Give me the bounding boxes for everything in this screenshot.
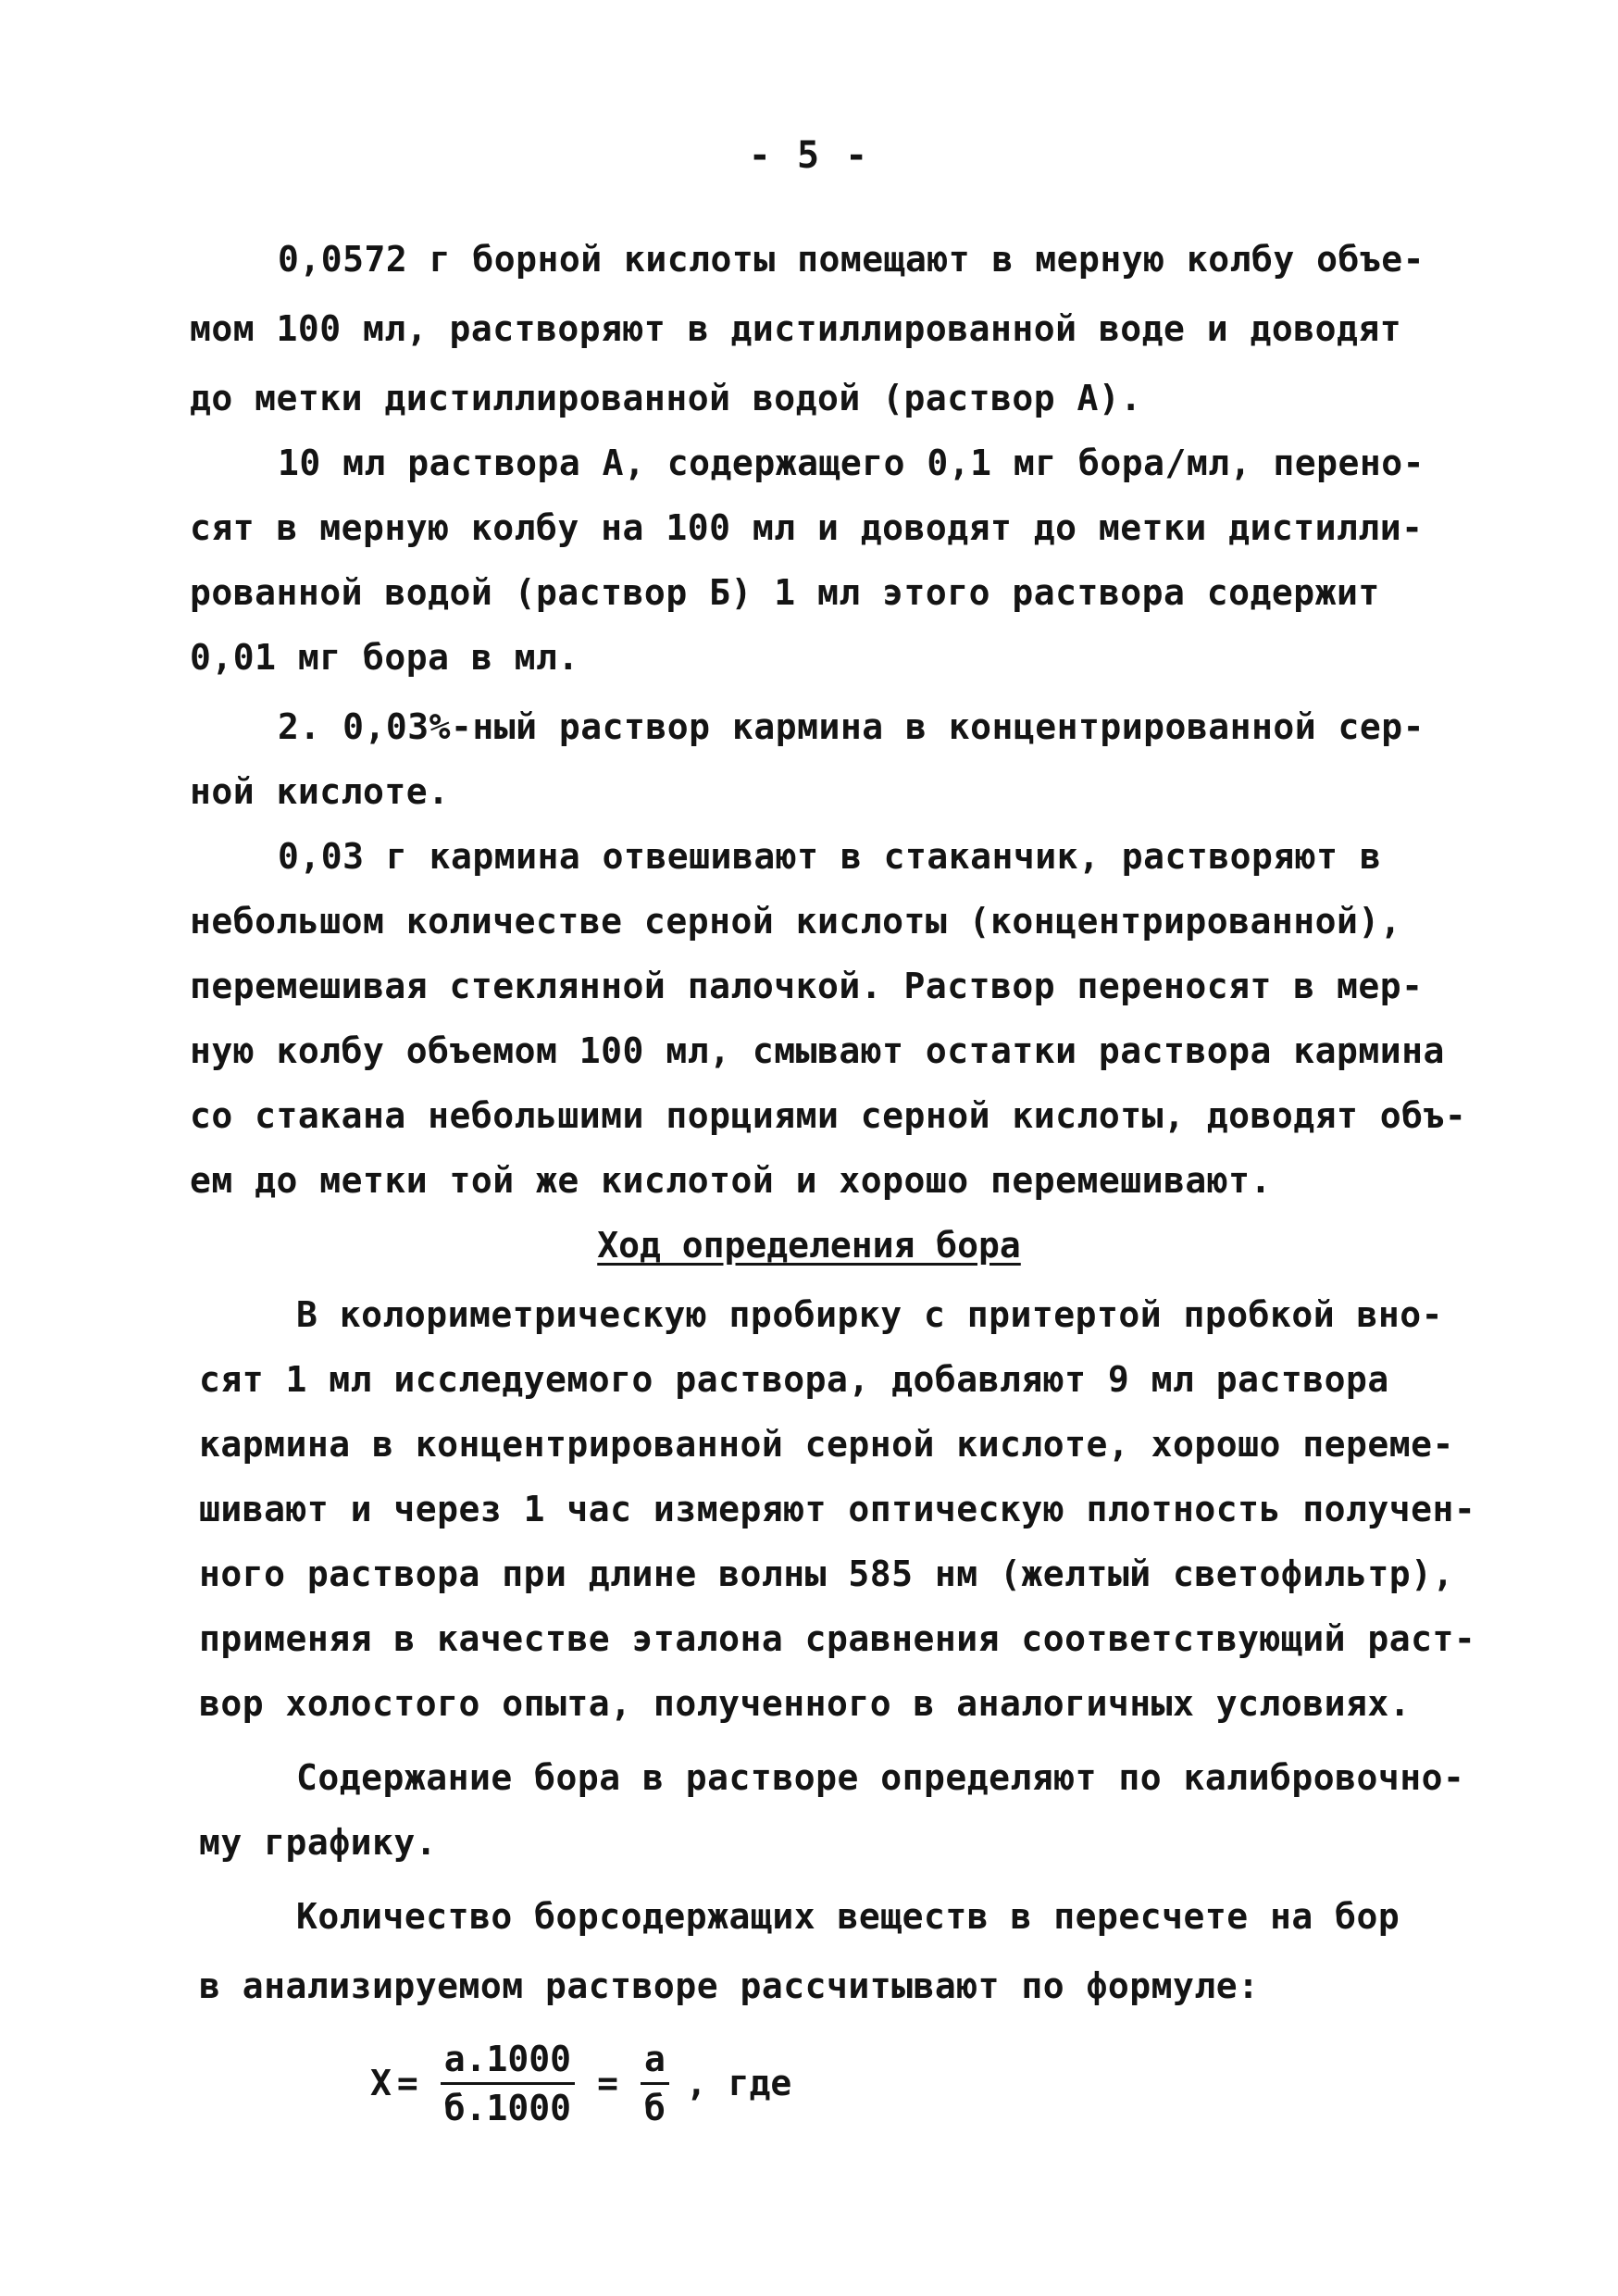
procedure-line: шивают и через 1 час измеряют оптическую плотность получен- [199,1489,1476,1529]
procedure-line: вор холостого опыта, полученного в аналогичных условиях. [199,1683,1412,1724]
procedure-line: Количество борсодержащих веществ в пересчете на бор [296,1896,1400,1937]
fraction-numerator: а [641,2036,669,2085]
procedure-line: В колориметрическую пробирку с притертой пробкой вно- [296,1294,1444,1335]
formula-fraction-1 [441,2036,575,2131]
body-line: ем до метки той же кислотой и хорошо перемешивают. [190,1160,1272,1201]
body-line: ной кислоте. [190,771,450,812]
section-heading: Ход определения бора [597,1225,1021,1266]
procedure-line: в анализируемом растворе рассчитывают по формуле: [199,1965,1260,2006]
fraction-denominator: б [643,2087,666,2128]
formula-lhs: Х [370,2063,392,2103]
fraction-denominator: б.1000 [443,2087,572,2128]
page-number: - 5 - [748,134,870,177]
procedure-line: сят 1 мл исследуемого раствора, добавляют 9 мл раствора [199,1359,1389,1400]
fraction-numerator: а.1000 [441,2036,575,2085]
body-line: рованной водой (раствор Б) 1 мл этого раствора содержит [190,572,1380,613]
body-line: до метки дистиллированной водой (раствор А). [190,378,1142,418]
body-line: перемешивая стеклянной палочкой. Раствор переносят в мер- [190,966,1424,1006]
body-line: сят в мерную колбу на 100 мл и доводят до метки дистилли- [190,507,1424,548]
body-line: 0,03 г кармина отвешивают в стаканчик, растворяют в [278,836,1382,877]
formula-suffix: , где [685,2063,792,2103]
body-line: 0,0572 г борной кислоты помещают в мерную колбу объе- [278,239,1425,280]
body-line: 0,01 мг бора в мл. [190,637,579,678]
body-line: небольшом количестве серной кислоты (концентрированной), [190,901,1402,942]
body-line: со стакана небольшими порциями серной кислоты, доводят объ- [190,1095,1467,1136]
formula [370,2032,791,2134]
body-line: 10 мл раствора А, содержащего 0,1 мг бора/мл, перено- [278,443,1425,483]
procedure-line: Содержание бора в растворе определяют по калибровочно- [296,1757,1465,1798]
body-line: 2. 0,03%-ный раствор кармина в концентрированной сер- [278,706,1425,747]
formula-equals: = [396,2063,418,2103]
formula-fraction-2 [641,2036,669,2131]
body-line: ную колбу объемом 100 мл, смывают остатки раствора кармина [190,1030,1445,1071]
procedure-line: применяя в качестве эталона сравнения соответствующий раст- [199,1618,1476,1659]
body-line: мом 100 мл, растворяют в дистиллированной воде и доводят [190,308,1402,349]
procedure-line: му графику. [199,1822,438,1863]
procedure-line: кармина в концентрированной серной кислоте, хорошо переме- [199,1424,1454,1465]
formula-equals: = [597,2063,618,2103]
procedure-line: ного раствора при длине волны 585 нм (желтый светофильтр), [199,1554,1454,1594]
